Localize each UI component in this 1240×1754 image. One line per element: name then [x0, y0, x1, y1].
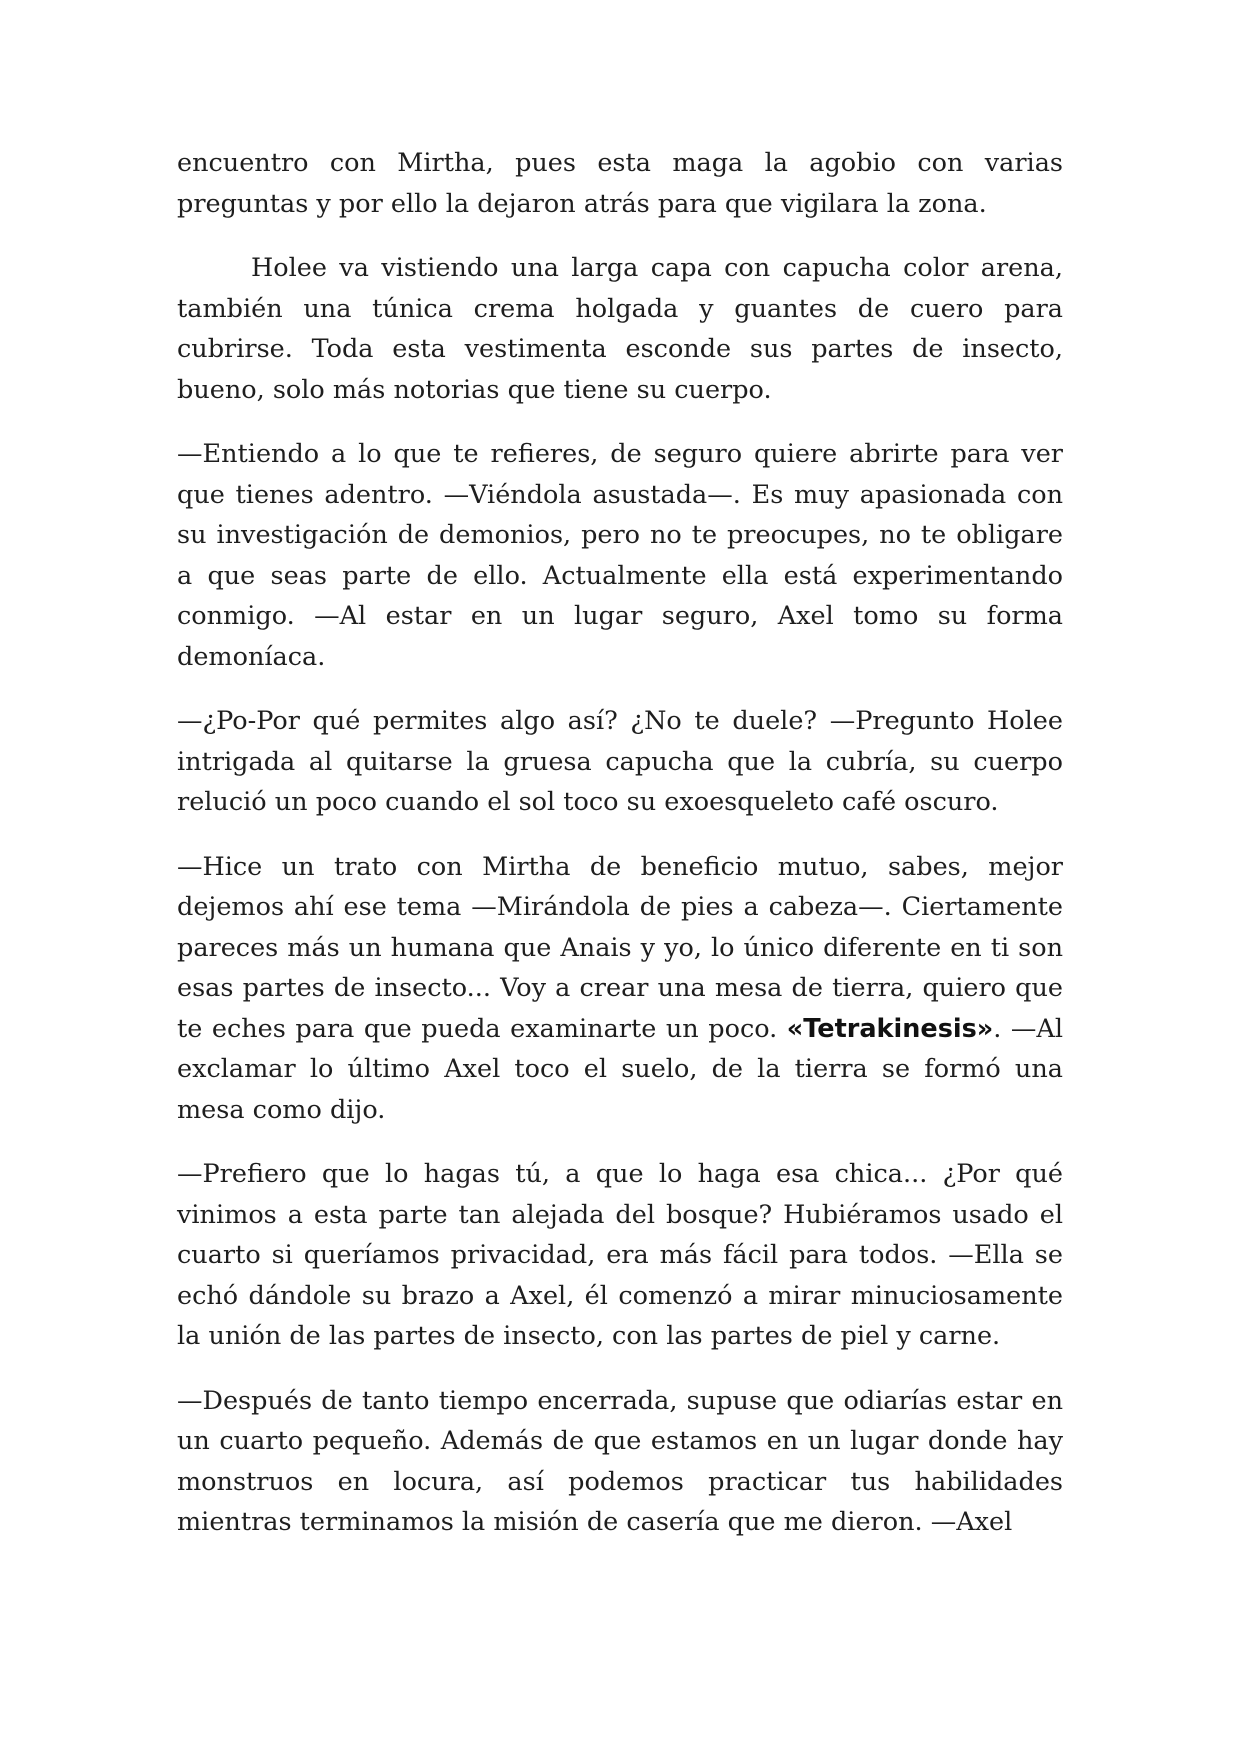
paragraph-4: —¿Po-Por qué permites algo así? ¿No te duele? —Pregunto Holee intrigada al quitarse la gruesa capucha que la cubría, su cuerpo relució un poco cuando el sol toco su exoesqueleto café oscuro. [177, 706, 1063, 817]
paragraph-3: —Entiendo a lo que te refieres, de seguro quiere abrirte para ver que tienes adentro. —Viéndola asustada—. Es muy apasionada con su investigación de demonios, pero no te preocupes, no te obligare a que seas parte de ello. Actualmente ella está experimentando conmigo. —Al estar en un lugar seguro, Axel tomo su forma demoníaca. [177, 439, 1063, 672]
paragraph-2: Holee va vistiendo una larga capa con capucha color arena, también una túnica crema holgada y guantes de cuero para cubrirse. Toda esta vestimenta esconde sus partes de insecto, bueno, solo más notorias que tiene su cuerpo. [177, 253, 1063, 405]
paragraph-5 [177, 847, 1063, 1131]
paragraph-5-before: —Hice un trato con Mirtha de beneficio mutuo, sabes, mejor dejemos ahí ese tema —Mirándola de pies a cabeza—. Ciertamente pareces más un humana que Anais y yo, lo único diferente en ti son esas partes de insecto... Voy a crear una mesa de tierra, quiero que te eches para que pueda examinarte un poco. [177, 851, 1063, 1044]
paragraph-1: encuentro con Mirtha, pues esta maga la agobio con varias preguntas y por ello la dejaron atrás para que vigilara la zona. [177, 148, 1063, 219]
spell-name: «Tetrakinesis» [786, 1013, 994, 1044]
paragraph-7: —Después de tanto tiempo encerrada, supuse que odiarías estar en un cuarto pequeño. Además de que estamos en un lugar donde hay monstruos en locura, así podemos practicar tus habilidades mientras terminamos la misión de casería que me dieron. —Axel [177, 1385, 1063, 1537]
paragraph-5-after: . —Al exclamar lo último Axel toco el suelo, de la tierra se formó una mesa como dijo. [177, 1013, 1063, 1125]
body-text [177, 143, 1063, 1567]
paragraph-6: —Prefiero que lo hagas tú, a que lo haga esa chica... ¿Por qué vinimos a esta parte tan alejada del bosque? Hubiéramos usado el cuarto si queríamos privacidad, era más fácil para todos. —Ella se echó dándole su brazo a Axel, él comenzó a mirar minuciosamente la unión de las partes de insecto, con las partes de piel y carne. [177, 1159, 1063, 1351]
